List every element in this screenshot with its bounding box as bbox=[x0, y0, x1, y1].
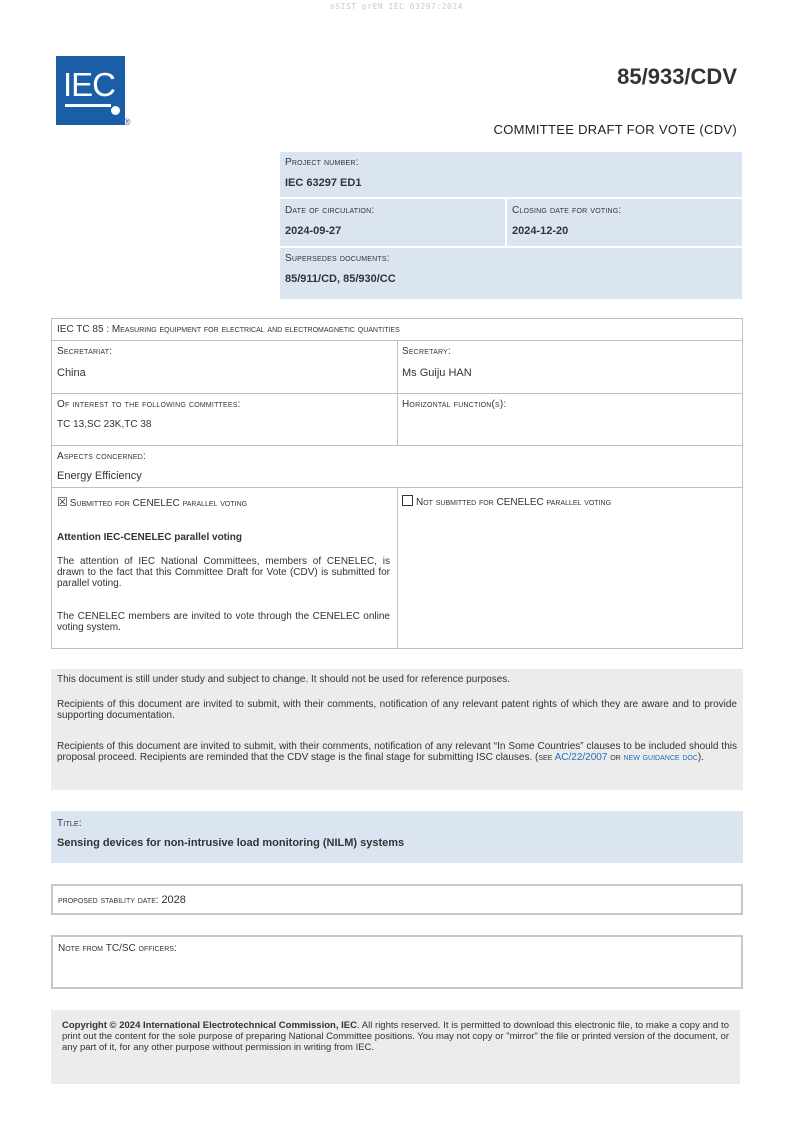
document-type: COMMITTEE DRAFT FOR VOTE (CDV) bbox=[493, 122, 737, 137]
stability-box bbox=[51, 884, 743, 915]
secretary-value: Ms Guiju HAN bbox=[402, 367, 472, 379]
notice-paragraph-2: Recipients of this document are invited to submit, with their comments, notification of any relevant patent rights of which they are aware and to provide supporting documentation. bbox=[57, 699, 737, 721]
secretariat-label: Secretariat: bbox=[57, 346, 113, 357]
attention-paragraph-2: The CENELEC members are invited to vote through the CENELEC online voting system. bbox=[57, 611, 390, 633]
divider bbox=[280, 246, 742, 248]
interest-label: Of interest to the following committees: bbox=[57, 399, 241, 410]
project-number-label: Project number: bbox=[285, 157, 359, 168]
notice-box bbox=[51, 669, 743, 790]
divider bbox=[280, 197, 742, 199]
supersedes-label: Supersedes documents: bbox=[285, 253, 390, 264]
note-box bbox=[51, 935, 743, 989]
interest-committees: TC 13,SC 23K,TC 38 bbox=[57, 419, 152, 430]
circulation-date-label: Date of circulation: bbox=[285, 205, 375, 216]
checked-box-icon[interactable]: ☒ bbox=[57, 495, 68, 509]
secretariat-value: China bbox=[57, 367, 86, 379]
committee-table bbox=[51, 318, 743, 649]
copyright-box bbox=[51, 1010, 740, 1084]
project-number: IEC 63297 ED1 bbox=[285, 177, 362, 189]
document-number: 85/933/CDV bbox=[617, 64, 737, 89]
ac-22-2007-link[interactable]: AC/22/2007 bbox=[554, 752, 608, 763]
submitted-cenelec-option[interactable]: ☒ Submitted for CENELEC parallel voting bbox=[57, 495, 248, 509]
notice-paragraph-1: This document is still under study and subject to change. It should not be used for reference purposes. bbox=[57, 674, 511, 685]
copyright-text: Copyright © 2024 International Electrotechnical Commission, IEC. All rights reserved. It is permitted to download this electronic file, to make a copy and to print out the content for the sole purpose of preparing National Committee positions. You may not copy or "mirror" the file or printed version of the document, or any part of it, for any other purpose without permission in writing from IEC. bbox=[62, 1020, 729, 1053]
aspects-label: Aspects concerned: bbox=[57, 451, 146, 462]
document-title: Sensing devices for non-intrusive load monitoring (NILM) systems bbox=[57, 837, 405, 849]
secretary-label: Secretary: bbox=[402, 346, 451, 357]
notice-paragraph-3: Recipients of this document are invited to submit, with their comments, notification of any relevant “In Some Countries” clauses to be included should this proposal proceed. Recipients are reminded that the CDV stage is the final stage for submitting ISC clauses. (see AC/22/2007 or new guidance doc). bbox=[57, 741, 737, 763]
tc-title: IEC TC 85 : Measuring equipment for electrical and electromagnetic quantities bbox=[57, 324, 400, 335]
divider bbox=[505, 198, 507, 246]
horizontal-function-label: Horizontal function(s): bbox=[402, 399, 507, 410]
registered-mark: ® bbox=[124, 117, 131, 127]
not-submitted-cenelec-option[interactable]: Not submitted for CENELEC parallel voting bbox=[402, 495, 611, 508]
new-guidance-doc-link[interactable]: new guidance doc bbox=[623, 752, 698, 763]
title-label: Title: bbox=[57, 818, 82, 829]
attention-paragraph-1: The attention of IEC National Committees, members of CENELEC, is drawn to the fact that this Committee Draft for Vote (CDV) is submitted for parallel voting. bbox=[57, 556, 390, 589]
circulation-date: 2024-09-27 bbox=[285, 225, 342, 237]
stability-date: proposed stability date: 2028 bbox=[58, 894, 186, 906]
note-label: Note from TC/SC officers: bbox=[58, 943, 177, 954]
attention-title: Attention IEC-CENELEC parallel voting bbox=[57, 532, 243, 543]
unchecked-box-icon[interactable] bbox=[402, 495, 413, 506]
title-box bbox=[51, 811, 743, 863]
project-info-block bbox=[280, 152, 742, 299]
supersedes-documents: 85/911/CD, 85/930/CC bbox=[285, 273, 396, 285]
aspects-value: Energy Efficiency bbox=[57, 470, 142, 482]
closing-date-label: Closing date for voting: bbox=[512, 205, 622, 216]
logo-text: IEC bbox=[63, 66, 116, 103]
logo-dot bbox=[111, 106, 120, 115]
iec-logo bbox=[56, 56, 125, 125]
logo-bar bbox=[65, 104, 111, 107]
watermark: oSIST prEN IEC 63297:2024 bbox=[330, 2, 463, 11]
closing-date: 2024-12-20 bbox=[512, 225, 569, 237]
